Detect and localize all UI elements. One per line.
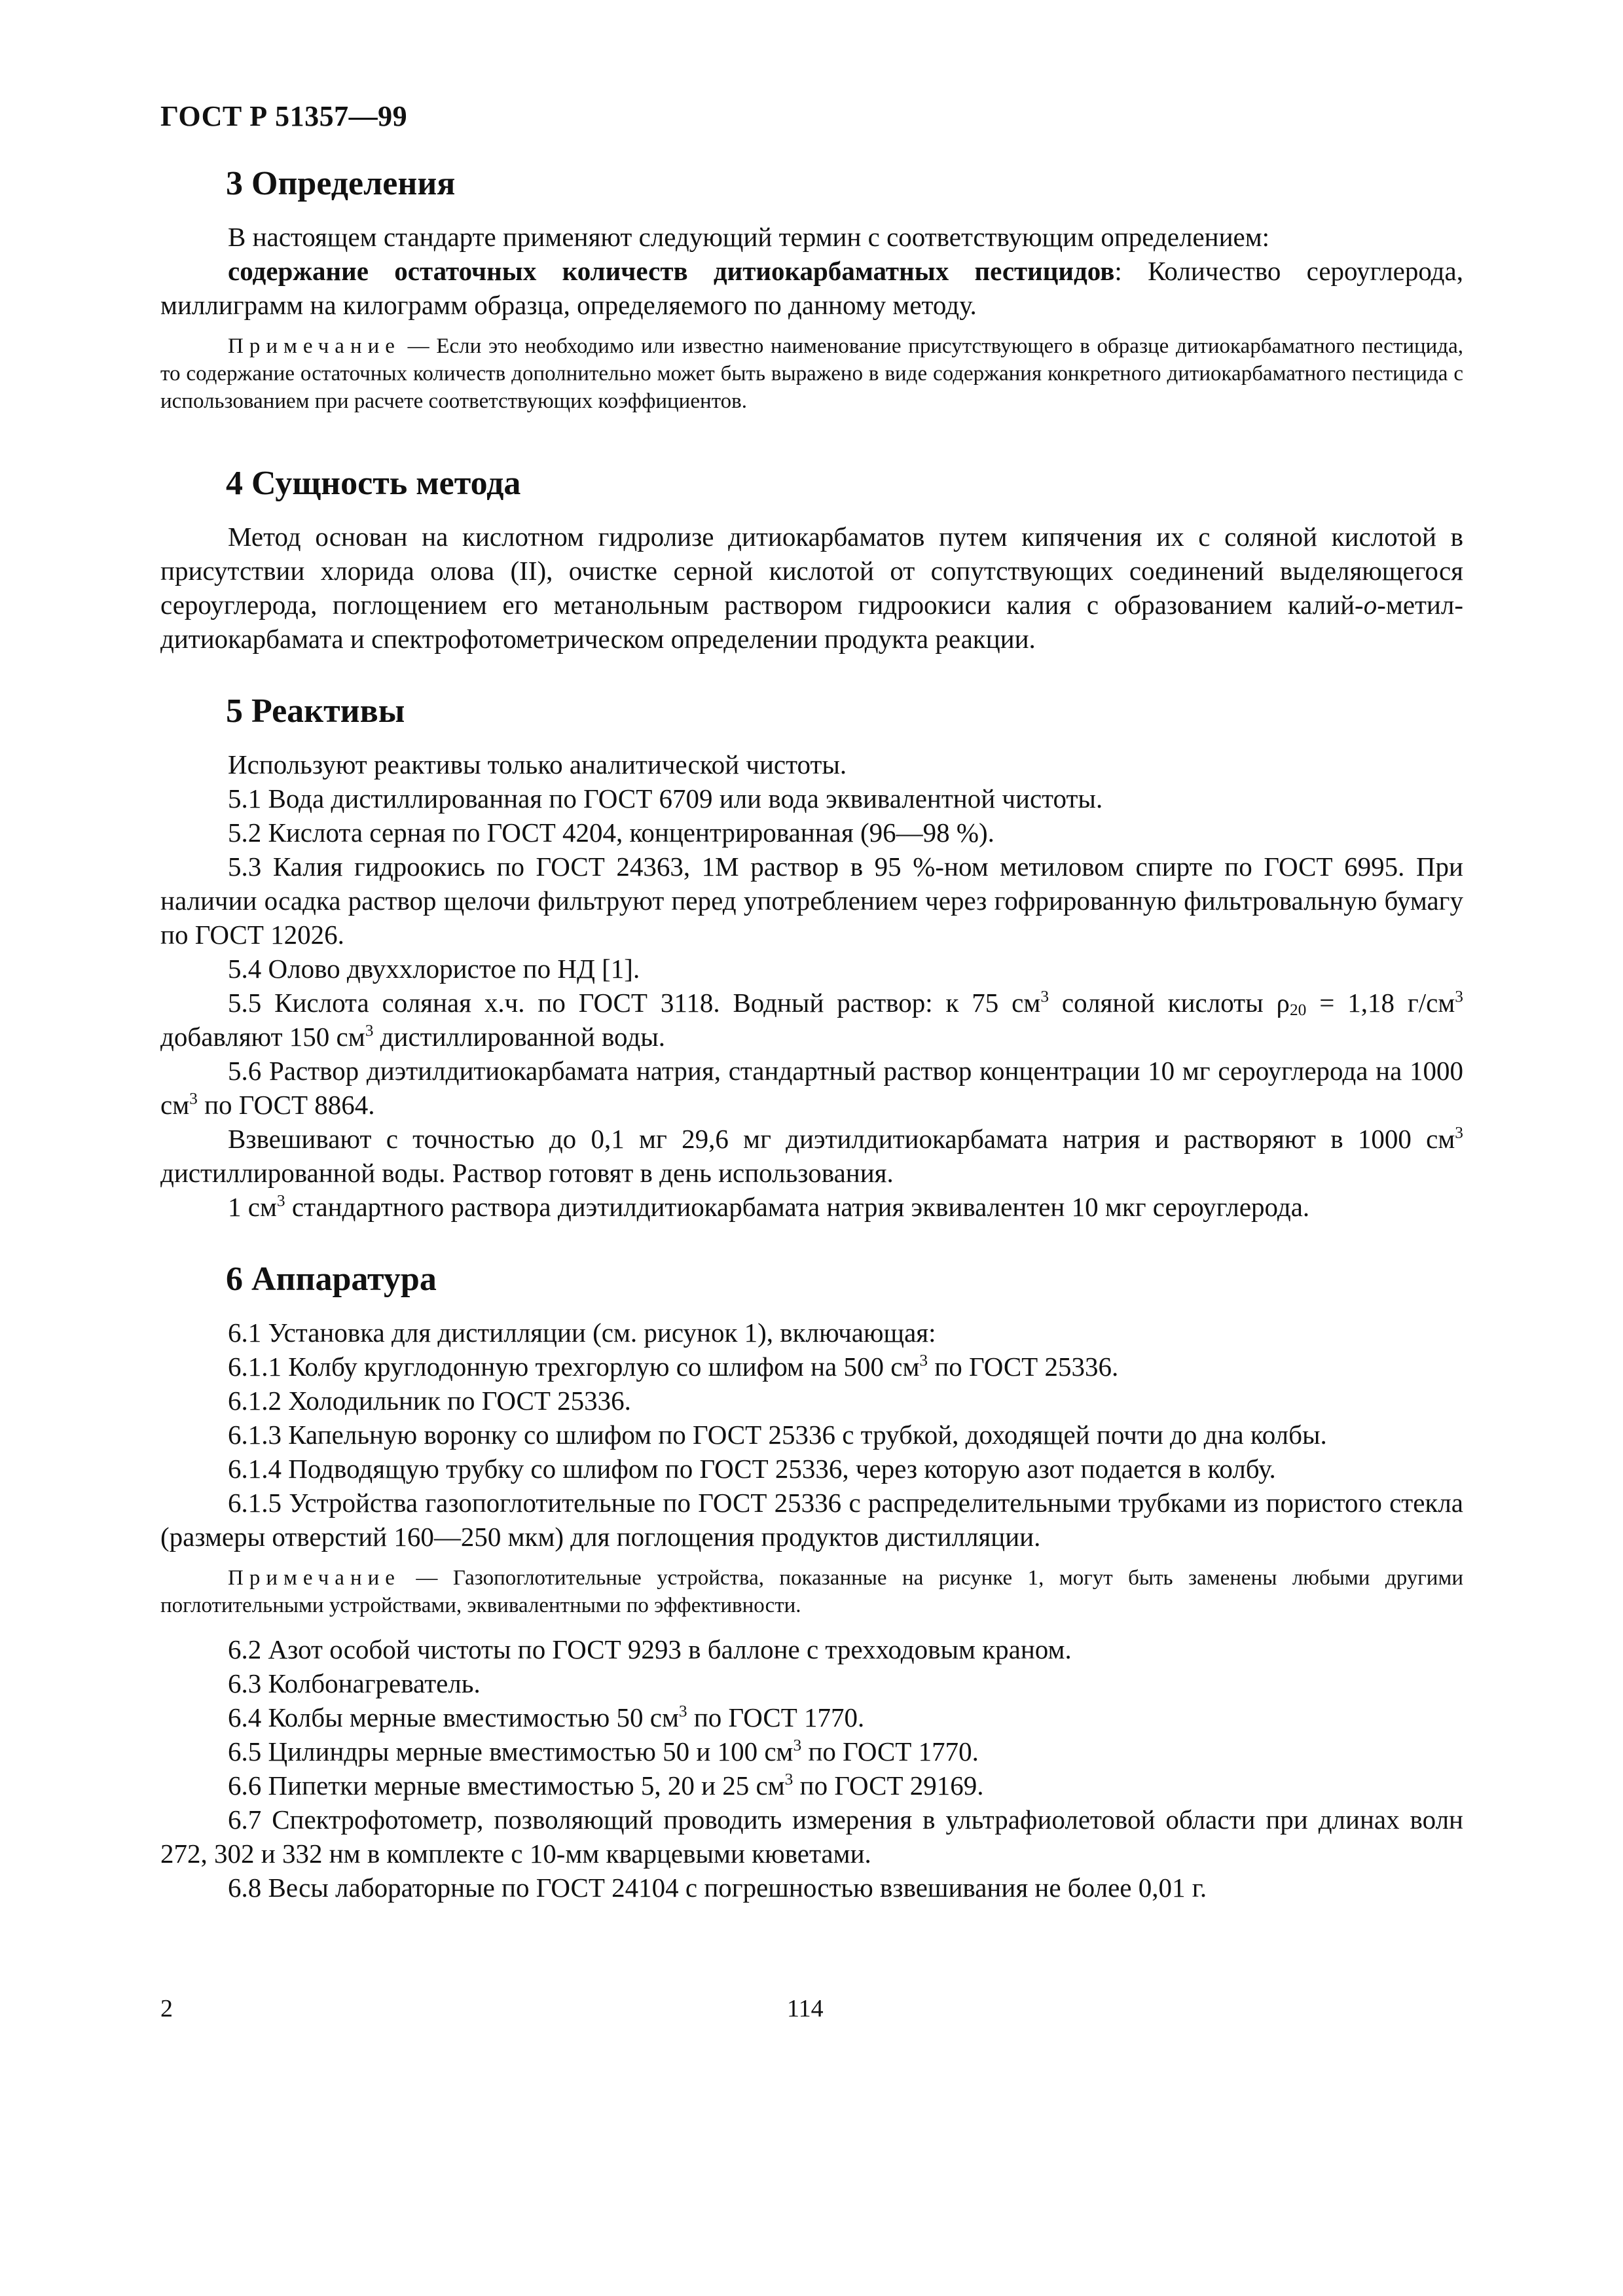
definition-text: : Количество сероуглерода, миллиграмм на килограмм образца, определяемого по данному методу. xyxy=(160,256,1463,320)
clause-6-1-4: 6.1.4 Подводящую трубку со шлифом по ГОСТ 25336, через которую азот подается в колбу. xyxy=(228,1454,1276,1484)
page-content xyxy=(160,98,1463,1905)
subscript: 20 xyxy=(1289,1001,1307,1020)
paragraph xyxy=(160,1122,1463,1190)
clause-5-6 xyxy=(160,1054,1463,1122)
note-text: — Если это необходимо или известно наименование присутствующего в образце дитиокарбаматного пестицида, то содержание остаточных количеств дополнительно может быть выражено в виде содержания конкретного дитиокарбаматного пестицида с использованием при расчете соответствующих коэффициентов. xyxy=(160,334,1463,413)
clause-6-1-5: 6.1.5 Устройства газопоглотительные по ГОСТ 25336 с распределительными трубками из пористого стекла (размеры отверстий 160—250 мкм) для поглощения продуктов дистилляции. xyxy=(160,1488,1463,1552)
superscript: 3 xyxy=(189,1089,198,1108)
text-run: дистиллированной воды. Раствор готовят в день использования. xyxy=(160,1158,894,1188)
note xyxy=(160,1564,1463,1619)
superscript: 3 xyxy=(1040,987,1049,1006)
clause-6-2: 6.2 Азот особой чистоты по ГОСТ 9293 в баллоне с трехходовым краном. xyxy=(228,1634,1072,1664)
text-run: 6.5 Цилиндры мерные вместимостью 50 и 100 см xyxy=(228,1736,793,1767)
page-number-global: 114 xyxy=(787,1995,824,2022)
section-method-essence xyxy=(160,462,1463,656)
text-run: соляной кислоты ρ xyxy=(1049,988,1290,1018)
clause-6-3: 6.3 Колбонагреватель. xyxy=(228,1668,481,1698)
clause-5-3: 5.3 Калия гидроокись по ГОСТ 24363, 1М раствор в 95 %-ном метиловом спирте по ГОСТ 6995. При наличии осадка раствор щелочи фильтруют перед употреблением через гофрированную фильтровальную бумагу по ГОСТ 12026. xyxy=(160,852,1463,950)
defined-term: содержание остаточных количеств дитиокарбаматных пестицидов xyxy=(228,256,1115,286)
page-number-local: 2 xyxy=(160,1995,173,2022)
superscript: 3 xyxy=(678,1702,687,1721)
clause-6-1-1 xyxy=(160,1350,1463,1384)
text-run: добавляют 150 см xyxy=(160,1022,365,1052)
document-code-header: ГОСТ Р 51357—99 xyxy=(160,100,408,132)
text-run: -метил-дитиокарбамата и спектрофотометрическом определении продукта реакции. xyxy=(160,590,1463,654)
text-run: по ГОСТ 8864. xyxy=(197,1090,375,1120)
section-apparatus xyxy=(160,1258,1463,1905)
superscript: 3 xyxy=(919,1351,928,1370)
clause-6-7: 6.7 Спектрофотометр, позволяющий проводить измерения в ультрафиолетовой области при длинах волн 272, 302 и 332 нм в комплекте с 10-мм кварцевыми кюветами. xyxy=(160,1804,1463,1869)
clause-6-5 xyxy=(160,1734,1463,1768)
clause-6-1-3: 6.1.3 Капельную воронку со шлифом по ГОСТ 25336 с трубкой, доходящей почти до дна колбы. xyxy=(228,1420,1327,1450)
text-run: по ГОСТ 25336. xyxy=(928,1352,1119,1382)
text-run: Метод основан на кислотном гидролизе дитиокарбаматов путем кипячения их с соляной кислотой в присутствии хлорида олова (II), очистке серной кислотой от сопутствующих соединений выделяющегося сероуглерода, поглощением его метанольным раствором гидроокиси калия с образованием калий- xyxy=(160,522,1463,620)
superscript: 3 xyxy=(1455,1123,1463,1142)
text-run: по ГОСТ 29169. xyxy=(793,1770,984,1801)
section-title-apparatus: 6 Аппаратура xyxy=(226,1261,437,1298)
clause-6-8: 6.8 Весы лабораторные по ГОСТ 24104 с погрешностью взвешивания не более 0,01 г. xyxy=(228,1873,1207,1903)
section-title-definitions: 3 Определения xyxy=(226,165,456,202)
superscript: 3 xyxy=(793,1736,802,1755)
superscript: 3 xyxy=(365,1021,374,1040)
text-run: по ГОСТ 1770. xyxy=(801,1736,979,1767)
note-label: Примечание xyxy=(228,334,401,358)
paragraph: В настоящем стандарте применяют следующий термин с соответствующим определением: xyxy=(228,222,1270,252)
note-text: — Газопоглотительные устройства, показанные на рисунке 1, могут быть заменены любыми другими поглотительными устройствами, эквивалентными по эффективности. xyxy=(160,1566,1463,1617)
clause-6-1-2: 6.1.2 Холодильник по ГОСТ 25336. xyxy=(228,1386,631,1416)
text-run: 5.5 Кислота соляная х.ч. по ГОСТ 3118. Водный раствор: к 75 см xyxy=(228,988,1041,1018)
text-run: 6.6 Пипетки мерные вместимостью 5, 20 и 25 см xyxy=(228,1770,785,1801)
section-title-reagents: 5 Реактивы xyxy=(226,692,405,730)
note-label: Примечание xyxy=(228,1566,401,1590)
paragraph xyxy=(160,520,1463,656)
definition-paragraph xyxy=(160,254,1463,322)
italic-text: о xyxy=(1363,590,1377,620)
text-run: стандартного раствора диэтилдитиокарбамата натрия эквивалентен 10 мкг сероуглерода. xyxy=(285,1192,1310,1222)
clause-5-5 xyxy=(160,986,1463,1054)
superscript: 3 xyxy=(784,1770,793,1789)
paragraph xyxy=(160,1190,1463,1224)
text-run: 5.6 Раствор диэтилдитиокарбамата натрия, стандартный раствор концентрации 10 мг сероуглерода на 1000 см xyxy=(160,1056,1463,1120)
text-run: по ГОСТ 1770. xyxy=(687,1702,865,1732)
clause-5-1: 5.1 Вода дистиллированная по ГОСТ 6709 или вода эквивалентной чистоты. xyxy=(228,783,1103,814)
note xyxy=(160,332,1463,415)
superscript: 3 xyxy=(1455,987,1463,1006)
clause-6-1: 6.1 Установка для дистилляции (см. рисунок 1), включающая: xyxy=(228,1318,936,1348)
text-run: Взвешивают с точностью до 0,1 мг 29,6 мг диэтилдитиокарбамата натрия и растворяют в 1000 см xyxy=(228,1124,1455,1154)
text-run: 1 см xyxy=(228,1192,277,1222)
section-reagents xyxy=(160,690,1463,1224)
section-title-method-essence: 4 Сущность метода xyxy=(226,465,521,502)
clause-6-6 xyxy=(160,1768,1463,1803)
section-definitions xyxy=(160,162,1463,415)
clause-5-4: 5.4 Олово двуххлористое по НД [1]. xyxy=(228,954,640,984)
text-run: 6.1.1 Колбу круглодонную трехгорлую со шлифом на 500 см xyxy=(228,1352,920,1382)
text-run: дистиллированной воды. xyxy=(373,1022,666,1052)
paragraph: Используют реактивы только аналитической чистоты. xyxy=(228,749,847,780)
text-run: 6.4 Колбы мерные вместимостью 50 см xyxy=(228,1702,679,1732)
clause-6-4 xyxy=(160,1700,1463,1734)
text-run: = 1,18 г/см xyxy=(1306,988,1455,1018)
clause-5-2: 5.2 Кислота серная по ГОСТ 4204, концентрированная (96—98 %). xyxy=(228,817,994,848)
superscript: 3 xyxy=(276,1191,285,1210)
